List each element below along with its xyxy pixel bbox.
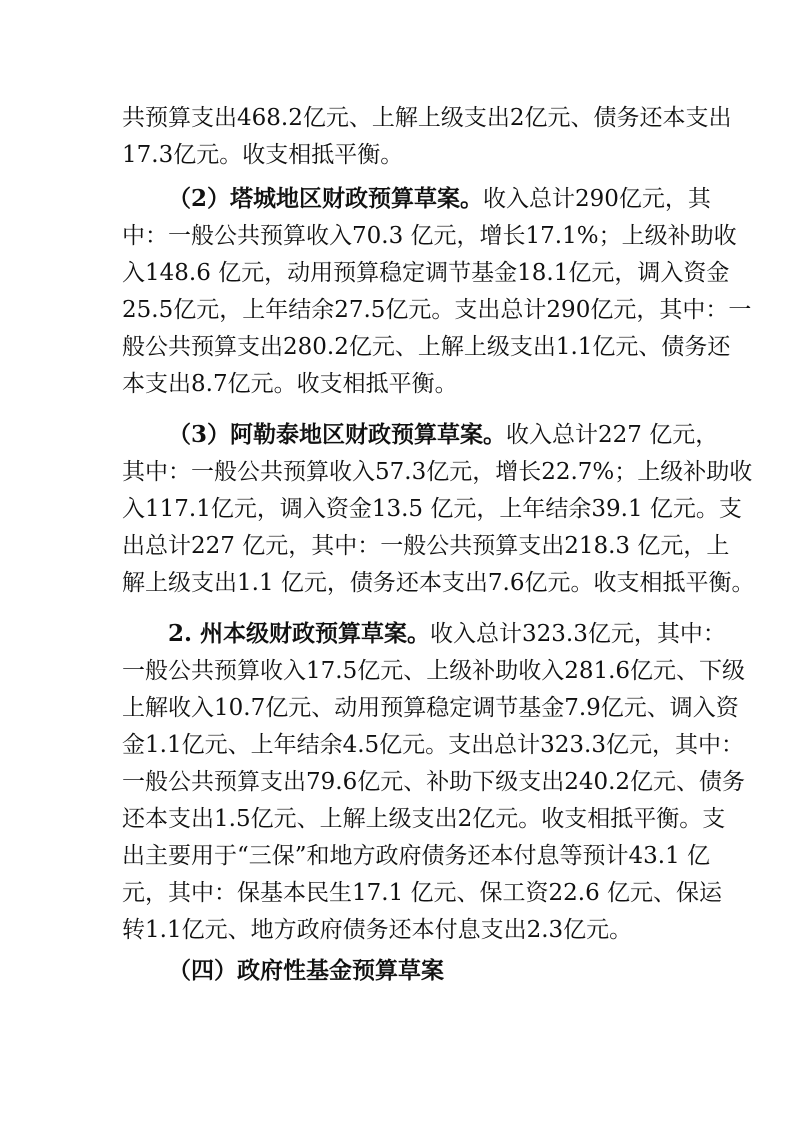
paragraph-3-line-5: 解上级支出1.1 亿元，债务还本支出7.6亿元。收支相抵平衡。 [122, 570, 755, 596]
paragraph-4-line-3: 上解收入10.7亿元、动用预算稳定调节基金7.9亿元、调入资 [122, 695, 739, 721]
paragraph-3-heading: （3）阿勒泰地区财政预算草案。 [168, 421, 507, 448]
paragraph-2-line-2: 中：一般公共预算收入70.3 亿元，增长17.1%；上级补助收 [122, 223, 737, 249]
paragraph-4-line-4: 金1.1亿元、上年结余4.5亿元。支出总计323.3亿元，其中： [122, 732, 744, 758]
paragraph-1-line-2: 17.3亿元。收支相抵平衡。 [122, 142, 404, 168]
paragraph-2-line-4: 25.5亿元，上年结余27.5亿元。支出总计290亿元，其中：一 [122, 297, 752, 323]
paragraph-1-line-1: 共预算支出468.2亿元、上解上级支出2亿元、债务还本支出 [122, 105, 732, 131]
paragraph-4-line-6: 还本支出1.5亿元、上解上级支出2亿元。收支相抵平衡。支 [122, 806, 726, 832]
paragraph-2-line-6: 本支出8.7亿元。收支相抵平衡。 [122, 371, 458, 397]
paragraph-4-line-1 [168, 619, 726, 649]
paragraph-2-first-line-text: 收入总计290亿元，其 [483, 186, 711, 212]
paragraph-3-first-line-text: 收入总计227 亿元， [506, 422, 719, 448]
paragraph-4-line-9: 转1.1亿元、地方政府债务还本付息支出2.3亿元。 [122, 917, 633, 943]
paragraph-2-line-5: 般公共预算支出280.2亿元、上解上级支出1.1亿元、债务还 [122, 334, 731, 360]
paragraph-2-line-3: 入148.6 亿元，动用预算稳定调节基金18.1亿元，调入资金 [122, 260, 730, 286]
paragraph-4-line-8: 元，其中：保基本民生17.1 亿元、保工资22.6 亿元、保运 [122, 880, 723, 906]
paragraph-3-line-2: 其中：一般公共预算收入57.3亿元，增长22.7%；上级补助收 [122, 459, 753, 485]
paragraph-4-heading: 2. 州本级财政预算草案。 [168, 620, 431, 647]
paragraph-3-line-4: 出总计227 亿元，其中：一般公共预算支出218.3 亿元，上 [122, 533, 730, 559]
paragraph-3-line-1 [168, 420, 719, 450]
paragraph-2-line-1 [168, 184, 711, 214]
paragraph-3-line-3: 入117.1亿元，调入资金13.5 亿元，上年结余39.1 亿元。支 [122, 496, 742, 522]
paragraph-4-line-7: 出主要用于“三保”和地方政府债务还本付息等预计43.1 亿 [122, 843, 711, 869]
paragraph-4-first-line-text: 收入总计323.3亿元，其中： [430, 621, 726, 647]
section-heading: （四）政府性基金预算草案 [168, 957, 444, 984]
paragraph-4-line-5: 一般公共预算支出79.6亿元、补助下级支出240.2亿元、债务 [122, 769, 746, 795]
paragraph-4-line-2: 一般公共预算收入17.5亿元、上级补助收入281.6亿元、下级 [122, 658, 746, 684]
paragraph-2-heading: （2）塔城地区财政预算草案。 [168, 185, 484, 212]
